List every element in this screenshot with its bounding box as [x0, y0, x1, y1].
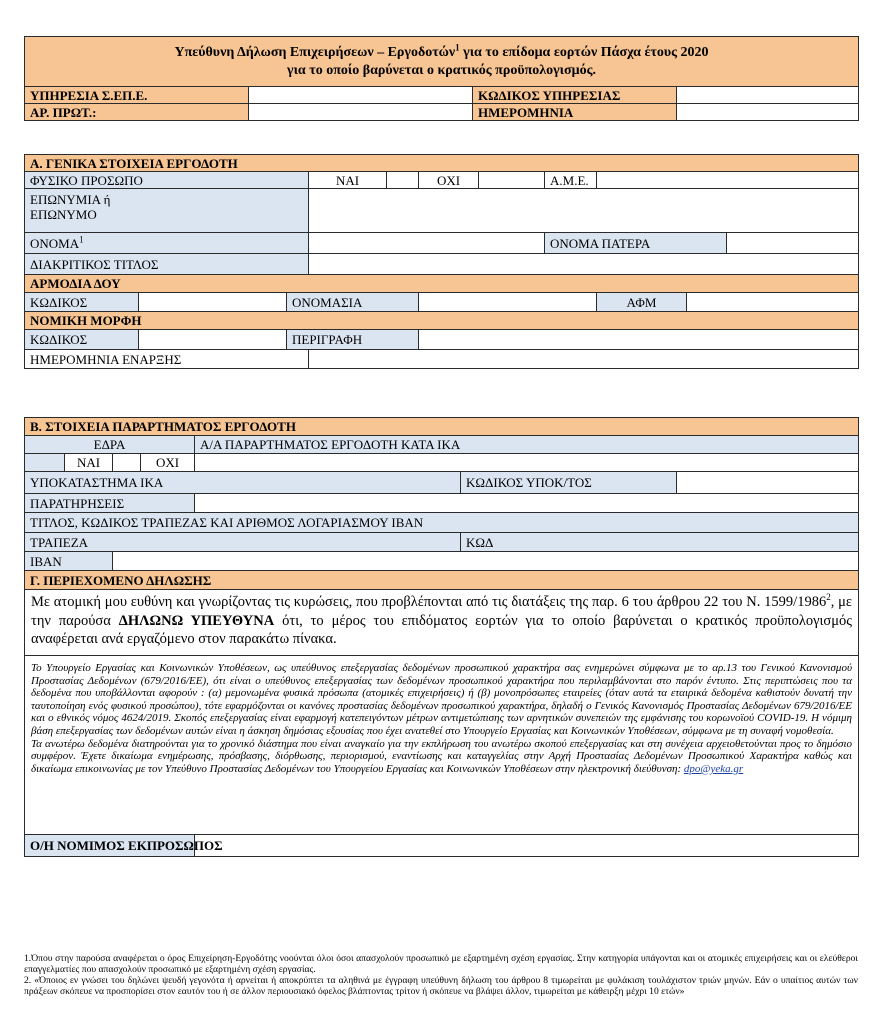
afm-field[interactable]: [687, 293, 859, 312]
privacy-notice: Το Υπουργείο Εργασίας και Κοινωνικών Υποθέσεων, ως υπεύθυνος επεξεργασίας δεδομένων προσωπικού χαρακτήρα σας ενημερώνει σύμφωνα με το αρ.13 του Γενικού Κανονισμού Προστασίας Δεδομένων (679/2016/ΕΕ), ότι είναι ο υπεύθυνος επεξεργασίας των δεδομένων προσωπικού χαρακτήρα που περιλαμβάνονται στο παρόν έντυπο. Στις περιπτώσεις που τα δεδομένα που υποβάλλονται αφορούν : (α) μεμονωμένα φυσικά πρόσωπα (ατομικές επιχειρήσεις) ή (β) μονοπρόσωπες εταιρείες (όταν αυτά τα εταιρικά δεδομένα καθιστούν δυνατή την ταυτοποίηση ενός φυσικού προσώπου), τότε εφαρμόζονται οι κανόνες προστασίας δεδομένων προσωπικού χαρακτήρα, δηλαδή ο Γενικός Κανονισμός Προστασίας Δεδομένων 679/2016/ΕΕ και ο εθνικός νόμος 4624/2019. Σκοπός επεξεργασίας είναι εφαρμογή κατεπειγόντων μέτρων αντιμετώπισης των αρνητικών συνεπειών της εμφάνισης του κορωνοϊού COVID-19. Η νόμιμη βάση επεξεργασίας των δεδομένων αυτών είναι η άσκηση δημόσιας εξουσίας που έχει ανατεθεί στο Υπουργείο Εργασίας και Κοινωνικών Υποθέσεων, σύμφωνα με τη συναφή νομοθεσία. Τα ανωτέρω δεδομένα διατηρούνται για το χρονικό διάστημα που είναι αναγκαίο για την εκπλήρωση του ανωτέρω σκοπού επεξεργασίας και στη συνέχεια αρχειοθετούνται προς το δημόσιο συμφέρον. Έχετε δικαίωμα ενημέρωσης, πρόσβασης, διόρθωσης, περιορισμού, εναντίωσης και καταγγελίας στην Αρχή Προστασίας Δεδομένων Προσωπικού Χαρακτήρα καθώς και δικαίωμα επικοινωνίας με τον Υπεύθυνο Προστασίας Δεδομένων του Υπουργείου Εργασίας και Κοινωνικών Υποθέσεων στην ηλεκτρονική διεύθυνση: dpo@yeka.gr: [25, 656, 859, 835]
protocol-label: ΑΡ. ΠΡΩΤ.:: [25, 104, 249, 121]
branch-number-field[interactable]: [195, 454, 859, 472]
service-code-label: ΚΩΔΙΚΟΣ ΥΠΗΡΕΣΙΑΣ: [473, 87, 677, 104]
ame-label: Α.Μ.Ε.: [545, 172, 597, 189]
service-code-field[interactable]: [677, 87, 859, 104]
section-a-table: [24, 154, 859, 369]
tax-office-name-label: ΟΝΟΜΑΣΙΑ: [287, 293, 419, 312]
seat-yes-spacer: [25, 454, 65, 472]
iban-label: IBAN: [25, 552, 113, 571]
branch-code-label: ΚΩΔΙΚΟΣ ΥΠΟΚ/ΤΟΣ: [461, 472, 677, 494]
start-date-field[interactable]: [309, 350, 859, 369]
tax-office-code-field[interactable]: [139, 293, 287, 312]
footnote-1: 1.Όπου στην παρούσα αναφέρεται ο όρος Επιχείρηση-Εργοδότης νοούνται όλοι όσοι απασχολούν προσωπικό με εξαρτημένη σχέση εργασίας. Στην κατηγορία υπάγονται και οι ατομικές επιχειρήσεις και οι ελεύθεροι επαγγελματίες που απασχολούν προσωπικό με εξαρτημένη σχέση εργασίας.: [24, 953, 858, 975]
ika-branch-label: ΥΠΟΚΑΤΑΣΤΗΜΑ ΙΚΑ: [25, 472, 461, 494]
seat-yes-box[interactable]: [113, 454, 141, 472]
first-name-field[interactable]: [309, 233, 545, 254]
legal-form-code-label: ΚΩΔΙΚΟΣ: [25, 330, 139, 350]
service-field[interactable]: [249, 87, 473, 104]
dpo-email-link[interactable]: dpo@yeka.gr: [683, 762, 744, 775]
legal-representative-label: Ο/Η ΝΟΜΙΜΟΣ ΕΚΠΡΟΣΩΠΟΣ: [25, 835, 195, 857]
legal-form-title: ΝΟΜΙΚΗ ΜΟΡΦΗ: [25, 312, 859, 330]
legal-form-description-field[interactable]: [419, 330, 859, 350]
date-label: ΗΜΕΡΟΜΗΝΙΑ: [473, 104, 677, 121]
section-a-title: Α. ΓΕΝΙΚΑ ΣΤΟΙΧΕΙΑ ΕΡΓΟΔΟΤΗ: [25, 155, 859, 172]
service-label: ΥΠΗΡΕΣΙΑ Σ.ΕΠ.Ε.: [25, 87, 249, 104]
bank-label: ΤΡΑΠΕΖΑ: [25, 533, 461, 552]
seat-no[interactable]: ΟΧΙ: [141, 454, 195, 472]
distinctive-title-field[interactable]: [309, 254, 859, 275]
iban-field[interactable]: [113, 552, 859, 571]
footnotes: [24, 953, 858, 997]
branch-number-label: Α/Α ΠΑΡΑΡΤΗΜΑΤΟΣ ΕΡΓΟΔΟΤΗ ΚΑΤΑ ΙΚΑ: [195, 436, 859, 454]
natural-person-no[interactable]: ΟΧΙ: [419, 172, 479, 189]
surname-field[interactable]: [309, 189, 859, 233]
section-c-title: Γ. ΠΕΡΙΕΧΟΜΕΝΟ ΔΗΛΩΣΗΣ: [25, 571, 859, 590]
seat-yes[interactable]: ΝΑΙ: [65, 454, 113, 472]
first-name-label: ΟΝΟΜΑ$^1$: [25, 233, 309, 254]
father-name-label: ΟΝΟΜΑ ΠΑΤΕΡΑ: [545, 233, 727, 254]
surname-label: ΕΠΩΝΥΜΙΑ ή ΕΠΩΝΥΜΟ: [25, 189, 309, 233]
afm-label: ΑΦΜ: [597, 293, 687, 312]
ame-field[interactable]: [597, 172, 859, 189]
remarks-field[interactable]: [195, 494, 859, 513]
tax-office-name-field[interactable]: [419, 293, 597, 312]
header-table: [24, 36, 859, 121]
legal-form-code-field[interactable]: [139, 330, 287, 350]
natural-person-no-box[interactable]: [479, 172, 545, 189]
seat-label: ΕΔΡΑ: [25, 436, 195, 454]
tax-office-title: ΑΡΜΟΔΙΑ ΔΟΥ: [25, 275, 859, 293]
tax-office-code-label: ΚΩΔΙΚΟΣ: [25, 293, 139, 312]
bank-code-label: ΚΩΔ: [461, 533, 859, 552]
form-title: Υπεύθυνη Δήλωση Επιχειρήσεων – Εργοδοτών$^1$ για το επίδομα εορτών Πάσχα έτους 2020 για το οποίο βαρύνεται ο κρατικός προϋπολογισμός.: [25, 37, 859, 87]
protocol-field[interactable]: [249, 104, 473, 121]
branch-code-field[interactable]: [677, 472, 859, 494]
section-b-table: [24, 417, 859, 857]
section-b-title: Β. ΣΤΟΙΧΕΙΑ ΠΑΡΑΡΤΗΜΑΤΟΣ ΕΡΓΟΔΟΤΗ: [25, 418, 859, 436]
declaration-text: Με ατομική μου ευθύνη και γνωρίζοντας τις κυρώσεις, που προβλέπονται από τις διατάξεις της παρ. 6 του άρθρου 22 του Ν. 1599/1986$^2$, με την παρούσα ΔΗΛΩΝΩ ΥΠΕΥΘΥΝΑ ότι, το μέρος του επιδόματος εορτών για το οποίο βαρύνεται ο κρατικός προϋπολογισμός αναφέρεται ανά εργαζόμενο στον παρακάτω πίνακα.: [25, 590, 859, 656]
natural-person-yes[interactable]: ΝΑΙ: [309, 172, 387, 189]
distinctive-title-label: ΔΙΑΚΡΙΤΙΚΟΣ ΤΙΤΛΟΣ: [25, 254, 309, 275]
date-field[interactable]: [677, 104, 859, 121]
natural-person-yes-box[interactable]: [387, 172, 419, 189]
natural-person-label: ΦΥΣΙΚΟ ΠΡΟΣΩΠΟ: [25, 172, 309, 189]
bank-heading: ΤΙΤΛΟΣ, ΚΩΔΙΚΟΣ ΤΡΑΠΕΖΑΣ ΚΑΙ ΑΡΙΘΜΟΣ ΛΟΓΑΡΙΑΣΜΟΥ IBAN: [25, 513, 859, 533]
start-date-label: ΗΜΕΡΟΜΗΝΙΑ ΕΝΑΡΞΗΣ: [25, 350, 309, 369]
footnote-2: 2. «Όποιος εν γνώσει του δηλώνει ψευδή γεγονότα ή αρνείται ή αποκρύπτει τα αληθινά με έγγραφη υπεύθυνη δήλωση του άρθρου 8 τιμωρείται με φυλάκιση τουλάχιστον τριών μηνών. Εάν ο υπαίτιος αυτών των πράξεων σκόπευε να προσπορίσει στον εαυτόν του ή σε άλλον περιουσιακό όφελος βλάπτοντας τρίτον ή σκόπευε να βλάψει άλλον, τιμωρείται με κάθειρξη μέχρι 10 ετών»: [24, 975, 858, 997]
remarks-label: ΠΑΡΑΤΗΡΗΣΕΙΣ: [25, 494, 195, 513]
legal-form-description-label: ΠΕΡΙΓΡΑΦΗ: [287, 330, 419, 350]
legal-representative-field[interactable]: [195, 835, 859, 857]
father-name-field[interactable]: [727, 233, 859, 254]
